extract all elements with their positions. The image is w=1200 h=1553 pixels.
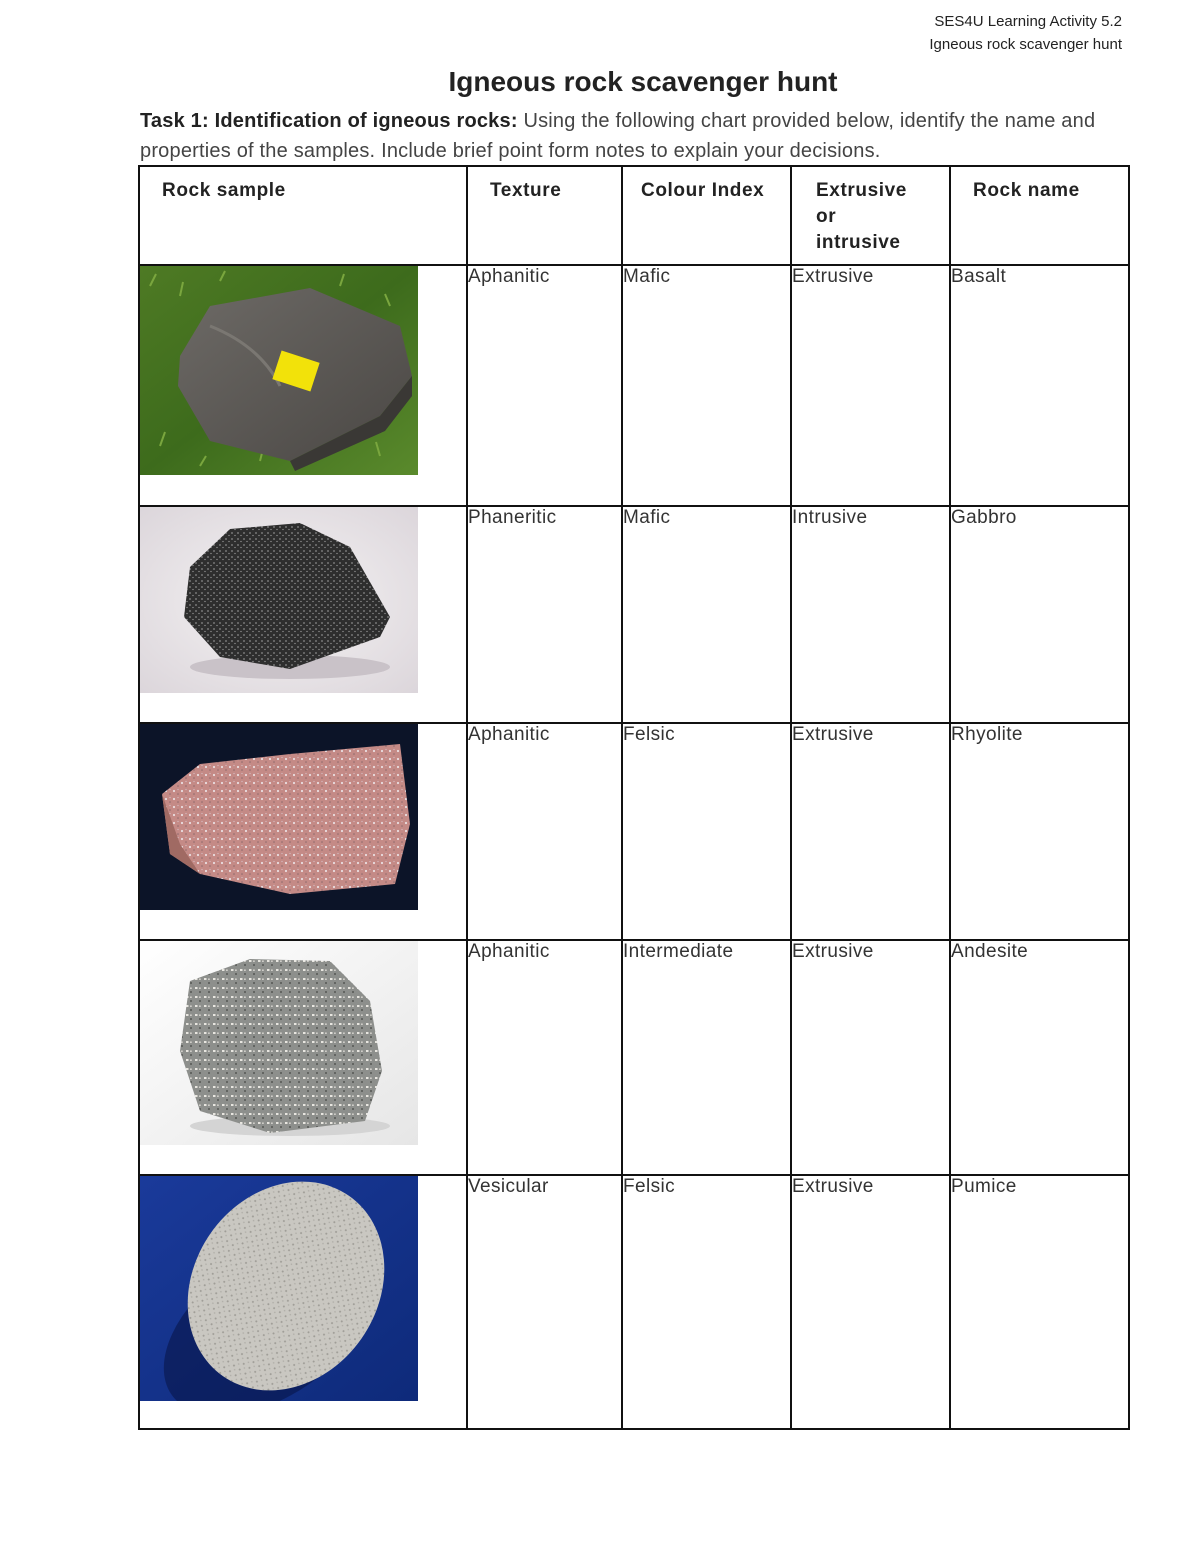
- header-rock-sample: Rock sample: [139, 166, 467, 265]
- texture-cell: Vesicular: [467, 1175, 622, 1429]
- rock-name-cell: Gabbro: [950, 506, 1129, 723]
- rock-sample-cell: [139, 940, 467, 1175]
- pumice-photo: [140, 1176, 418, 1401]
- rock-name-cell: Pumice: [950, 1175, 1129, 1429]
- header-rock-name: Rock name: [950, 166, 1129, 265]
- extrusive-intrusive-cell: Extrusive: [791, 1175, 950, 1429]
- colour-index-cell: Intermediate: [622, 940, 791, 1175]
- header-colour-index: Colour Index: [622, 166, 791, 265]
- colour-index-cell: Mafic: [622, 265, 791, 506]
- gabbro-photo: [140, 507, 418, 693]
- colour-index-cell: Felsic: [622, 723, 791, 940]
- task-label: Task 1: Identification of igneous rocks:: [140, 110, 518, 132]
- table-row: [139, 506, 1129, 723]
- rhyolite-photo: [140, 724, 418, 910]
- rock-sample-cell: [139, 265, 467, 506]
- table-row: [139, 1175, 1129, 1429]
- texture-cell: Aphanitic: [467, 940, 622, 1175]
- header-texture: Texture: [467, 166, 622, 265]
- header-course: SES4U Learning Activity 5.2: [934, 13, 1122, 30]
- colour-index-cell: Felsic: [622, 1175, 791, 1429]
- colour-index-cell: Mafic: [622, 506, 791, 723]
- table-row: [139, 940, 1129, 1175]
- header-extrusive-intrusive: Extrusive or intrusive: [791, 166, 950, 265]
- rock-name-cell: Basalt: [950, 265, 1129, 506]
- rock-name-cell: Rhyolite: [950, 723, 1129, 940]
- table-row: [139, 265, 1129, 506]
- texture-cell: Aphanitic: [467, 265, 622, 506]
- extrusive-intrusive-cell: Intrusive: [791, 506, 950, 723]
- rock-sample-cell: [139, 506, 467, 723]
- basalt-photo: [140, 266, 418, 475]
- texture-cell: Aphanitic: [467, 723, 622, 940]
- page-title: Igneous rock scavenger hunt: [448, 66, 838, 97]
- table-row: [139, 723, 1129, 940]
- rock-table: [138, 165, 1130, 1430]
- task-text: Using the following chart provided below, identify the name and properties of the samples. Include brief point form notes to explain your decisions.: [140, 110, 1096, 162]
- extrusive-intrusive-cell: Extrusive: [791, 723, 950, 940]
- rock-sample-cell: [139, 723, 467, 940]
- rock-sample-cell: [139, 1175, 467, 1429]
- extrusive-intrusive-cell: Extrusive: [791, 940, 950, 1175]
- texture-cell: Phaneritic: [467, 506, 622, 723]
- rock-name-cell: Andesite: [950, 940, 1129, 1175]
- table-header-row: [139, 166, 1129, 265]
- andesite-photo: [140, 941, 418, 1145]
- page-header: [929, 10, 1122, 56]
- task-instructions: [140, 106, 1130, 166]
- extrusive-intrusive-cell: Extrusive: [791, 265, 950, 506]
- header-activity: Igneous rock scavenger hunt: [929, 36, 1122, 53]
